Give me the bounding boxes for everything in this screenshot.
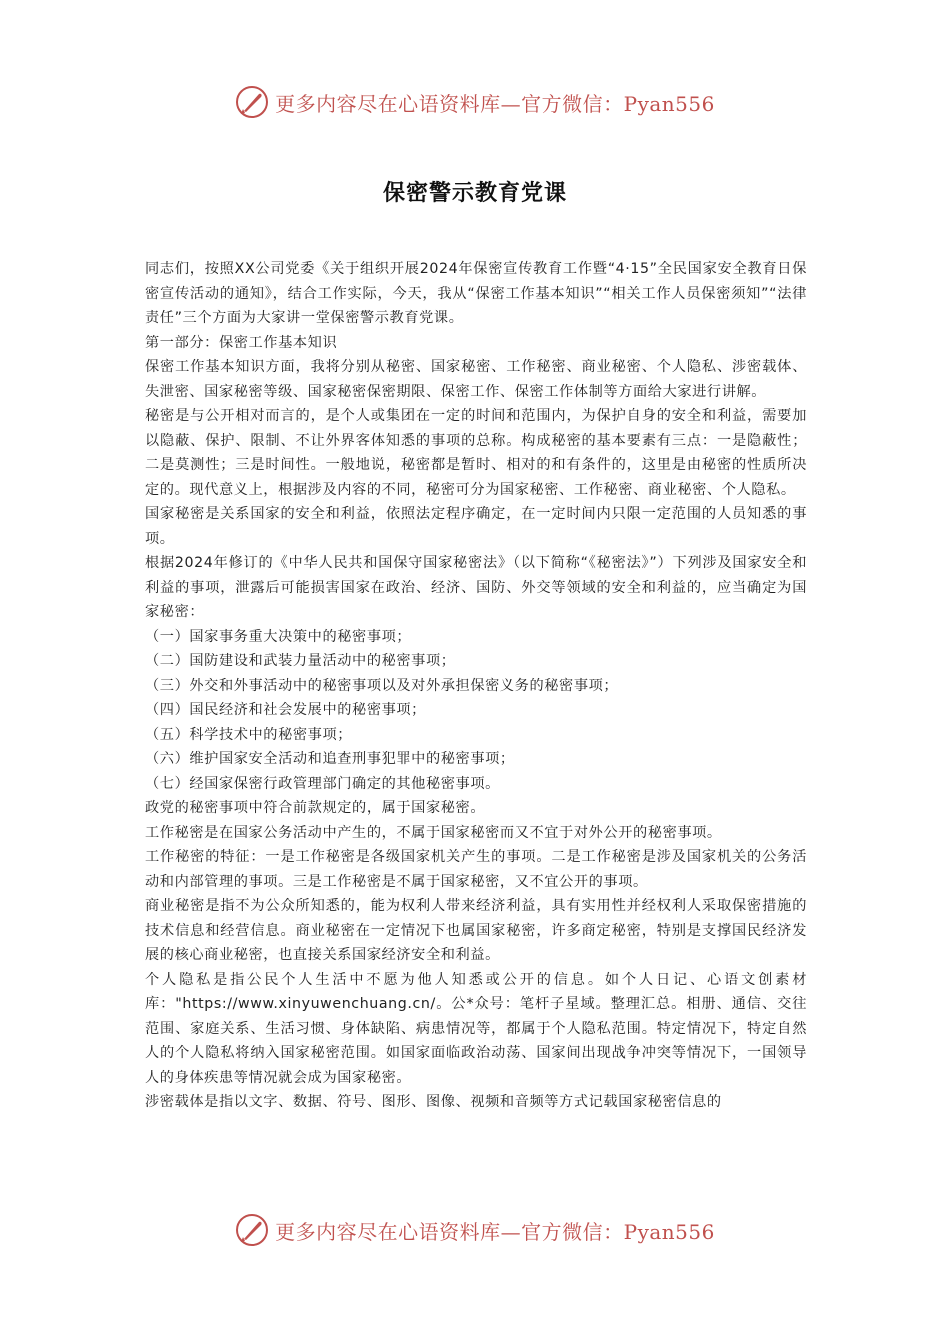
- paragraph: 政党的秘密事项中符合前款规定的，属于国家秘密。: [145, 800, 486, 816]
- list-item: （四）国民经济和社会发展中的秘密事项；: [145, 702, 426, 718]
- paragraph: 根据2024年修订的《中华人民共和国保守国家秘密法》（以下简称“《秘密法》”）下列涉及国家安全和利益的事项，泄露后可能损害国家在政治、经济、国防、外交等领域的安全和利益的，应当确定为国家秘密：: [145, 555, 807, 620]
- header-watermark-text: 更多内容尽在心语资料库—官方微信：Pyan556: [275, 91, 715, 116]
- paragraph: 工作秘密的特征：一是工作秘密是各级国家机关产生的事项。二是工作秘密是涉及国家机关的公务活动和内部管理的事项。三是工作秘密是不属于国家秘密，又不宜公开的事项。: [145, 849, 807, 890]
- quill-logo-icon: [235, 85, 269, 119]
- paragraph: 个人隐私是指公民个人生活中不愿为他人知悉或公开的信息。如个人日记、心语文创素材库："https://www.xinyuwenchuang.cn/。公*众号：笔杆子星域。整理汇总。相册、通信、交往范围、家庭关系、生活习惯、身体缺陷、病患情况等，都属于个人隐私范围。特定情况下，特定自然人的个人隐私将纳入国家秘密范围。如国家面临政治动荡、国家间出现战争冲突等情况下，一国领导人的身体疾患等情况就会成为国家秘密。: [145, 971, 807, 1086]
- paragraph: 同志们，按照XX公司党委《关于组织开展2024年保密宣传教育工作暨“4·15”全民国家安全教育日保密宣传活动的通知》，结合工作实际，今天，我从“保密工作基本知识”“相关工作人员保密须知”“法律责任”三个方面为大家讲一堂保密警示教育党课。: [145, 261, 807, 326]
- footer-watermark-banner: [0, 1210, 950, 1250]
- paragraph: 涉密载体是指以文字、数据、符号、图形、图像、视频和音频等方式记载国家秘密信息的: [145, 1094, 722, 1110]
- list-item: （三）外交和外事活动中的秘密事项以及对外承担保密义务的秘密事项；: [145, 677, 619, 694]
- list-item: （五）科学技术中的秘密事项；: [145, 726, 353, 743]
- paragraph: 秘密是与公开相对而言的，是个人或集团在一定的时间和范围内，为保护自身的安全和利益，需要加以隐蔽、保护、限制、不让外界客体知悉的事项的总称。构成秘密的基本要素有三点：一是隐蔽性；二是莫测性；三是时间性。一般地说，秘密都是暂时、相对的和有条件的，这里是由秘密的性质所决定的。现代意义上，根据涉及内容的不同，秘密可分为国家秘密、工作秘密、商业秘密、个人隐私。: [145, 408, 807, 498]
- list-item: （一）国家事务重大决策中的秘密事项；: [145, 628, 412, 645]
- list-item: （六）维护国家安全活动和追查刑事犯罪中的秘密事项；: [145, 751, 515, 767]
- paragraph: 工作秘密是在国家公务活动中产生的，不属于国家秘密而又不宜于对外公开的秘密事项。: [145, 824, 722, 841]
- footer-watermark-text: 更多内容尽在心语资料库—官方微信：Pyan556: [275, 1219, 715, 1244]
- list-item: （七）经国家保密行政管理部门确定的其他秘密事项。: [145, 775, 500, 792]
- paragraph: 商业秘密是指不为公众所知悉的，能为权利人带来经济利益，具有实用性并经权利人采取保密措施的技术信息和经营信息。商业秘密在一定情况下也属国家秘密，许多商定秘密，特别是支撑国民经济发展的核心商业秘密，也直接关系国家经济安全和利益。: [145, 898, 807, 963]
- paragraph: 国家秘密是关系国家的安全和利益，依照法定程序确定，在一定时间内只限一定范围的人员知悉的事项。: [145, 506, 807, 547]
- section-heading: 第一部分：保密工作基本知识: [145, 334, 338, 351]
- document-body: [145, 257, 807, 1115]
- header-watermark-banner: [0, 82, 950, 122]
- paragraph: 保密工作基本知识方面，我将分别从秘密、国家秘密、工作秘密、商业秘密、个人隐私、涉密载体、失泄密、国家秘密等级、国家秘密保密期限、保密工作、保密工作体制等方面给大家进行讲解。: [145, 359, 807, 400]
- quill-logo-icon: [235, 1213, 269, 1247]
- document-title: 保密警示教育党课: [382, 180, 567, 206]
- list-item: （二）国防建设和武装力量活动中的秘密事项；: [145, 653, 456, 669]
